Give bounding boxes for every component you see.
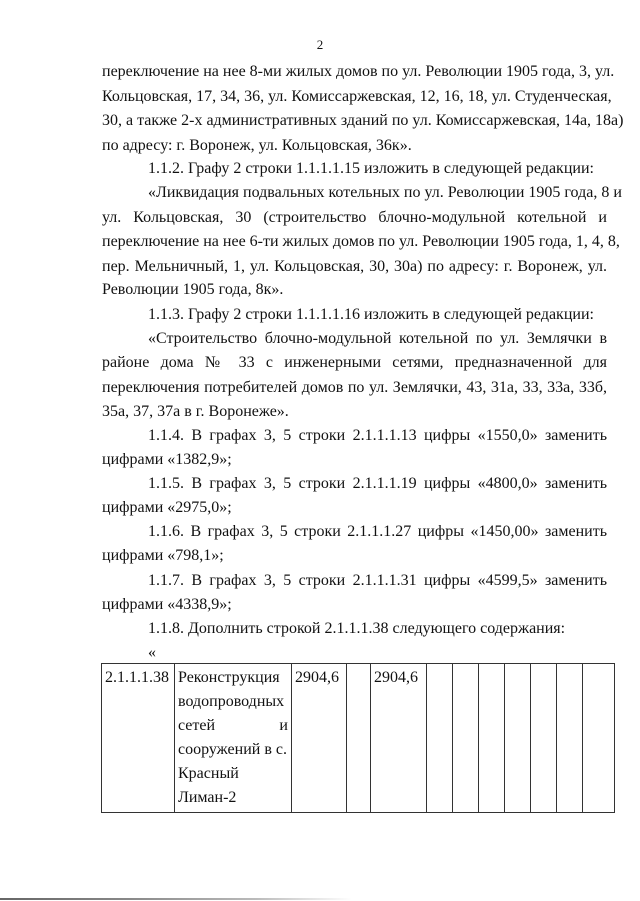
row-name-line: сооружений в с. (178, 741, 287, 758)
body-line: 1.1.5. В графах 3, 5 строки 2.1.1.1.19 цифры «4800,0» заменить (148, 475, 607, 492)
row-code-cell: 2.1.1.1.38 (102, 664, 175, 813)
body-line: переключение на нее 8-ми жилых домов по ул. Революции 1905 года, 3, ул. (102, 63, 615, 80)
body-line: 1.1.4. В графах 3, 5 строки 2.1.1.1.13 цифры «1550,0» заменить (148, 427, 607, 444)
body-line: цифрами «798,1»; (102, 547, 224, 564)
empty-cell (453, 664, 479, 813)
body-line: по адресу: г. Воронеж, ул. Кольцовская, 36к». (102, 137, 412, 154)
empty-cell (505, 664, 531, 813)
scan-edge-line (0, 898, 640, 900)
body-line: «Строительство блочно-модульной котельной по ул. Землячки в (148, 330, 607, 347)
body-line: Революции 1905 года, 8к». (102, 281, 284, 298)
row-value-col5: 2904,6 (371, 664, 427, 813)
row-value-col3: 2904,6 (292, 664, 347, 813)
body-line: районе дома № 33 с инженерными сетями, предназначенной для (102, 354, 607, 371)
row-name-line: водопроводных (178, 693, 285, 710)
body-line: цифрами «2975,0»; (102, 499, 232, 516)
open-quote: « (148, 644, 156, 661)
body-line: 1.1.6. В графах 3, 5 строки 2.1.1.1.27 цифры «1450,00» заменить (148, 523, 607, 540)
page-number: 2 (316, 37, 324, 52)
empty-cell (427, 664, 453, 813)
body-line: 1.1.8. Дополнить строкой 2.1.1.1.38 следующего содержания: (148, 620, 566, 637)
empty-cell (347, 664, 371, 813)
body-line: 1.1.3. Графу 2 строки 1.1.1.1.16 изложить в следующей редакции: (148, 306, 594, 323)
row-name-line: Лиман-2 (178, 789, 237, 806)
amendment-table (101, 663, 615, 813)
body-line: переключение на нее 6-ти жилых домов по ул. Революции 1905 года, 1, 4, 8, (102, 233, 620, 250)
empty-cell (557, 664, 583, 813)
row-name-line: сетей и (178, 717, 288, 734)
body-line: 35а, 37, 37а в г. Воронеже». (102, 403, 289, 420)
empty-cell (583, 664, 615, 813)
body-line: 1.1.7. В графах 3, 5 строки 2.1.1.1.31 цифры «4599,5» заменить (148, 572, 607, 589)
body-line: «Ликвидация подвальных котельных по ул. Революции 1905 года, 8 и (148, 184, 622, 201)
row-name-line: Реконструкция (178, 669, 280, 686)
body-line: переключения потребителей домов по ул. Землячки, 43, 31а, 33, 33а, 33б, (102, 379, 607, 396)
table-row (102, 664, 615, 813)
body-line: 1.1.2. Графу 2 строки 1.1.1.1.15 изложить в следующей редакции: (148, 160, 594, 177)
row-name-line: Красный (178, 765, 239, 782)
body-line: цифрами «1382,9»; (102, 451, 232, 468)
empty-cell (531, 664, 557, 813)
body-line: пер. Мельничный, 1, ул. Кольцовская, 30, 30а) по адресу: г. Воронеж, ул. (102, 258, 607, 275)
empty-cell (479, 664, 505, 813)
body-line: 30, а также 2-х административных зданий по ул. Комиссаржевская, 14а, 18а) (102, 112, 624, 129)
body-line: ул. Кольцовская, 30 (строительство блочно-модульной котельной и (102, 209, 607, 226)
body-line: цифрами «4338,9»; (102, 596, 232, 613)
body-line: Кольцовская, 17, 34, 36, ул. Комиссаржевская, 12, 16, 18, ул. Студенческая, (102, 88, 612, 105)
row-name-cell (175, 664, 292, 813)
